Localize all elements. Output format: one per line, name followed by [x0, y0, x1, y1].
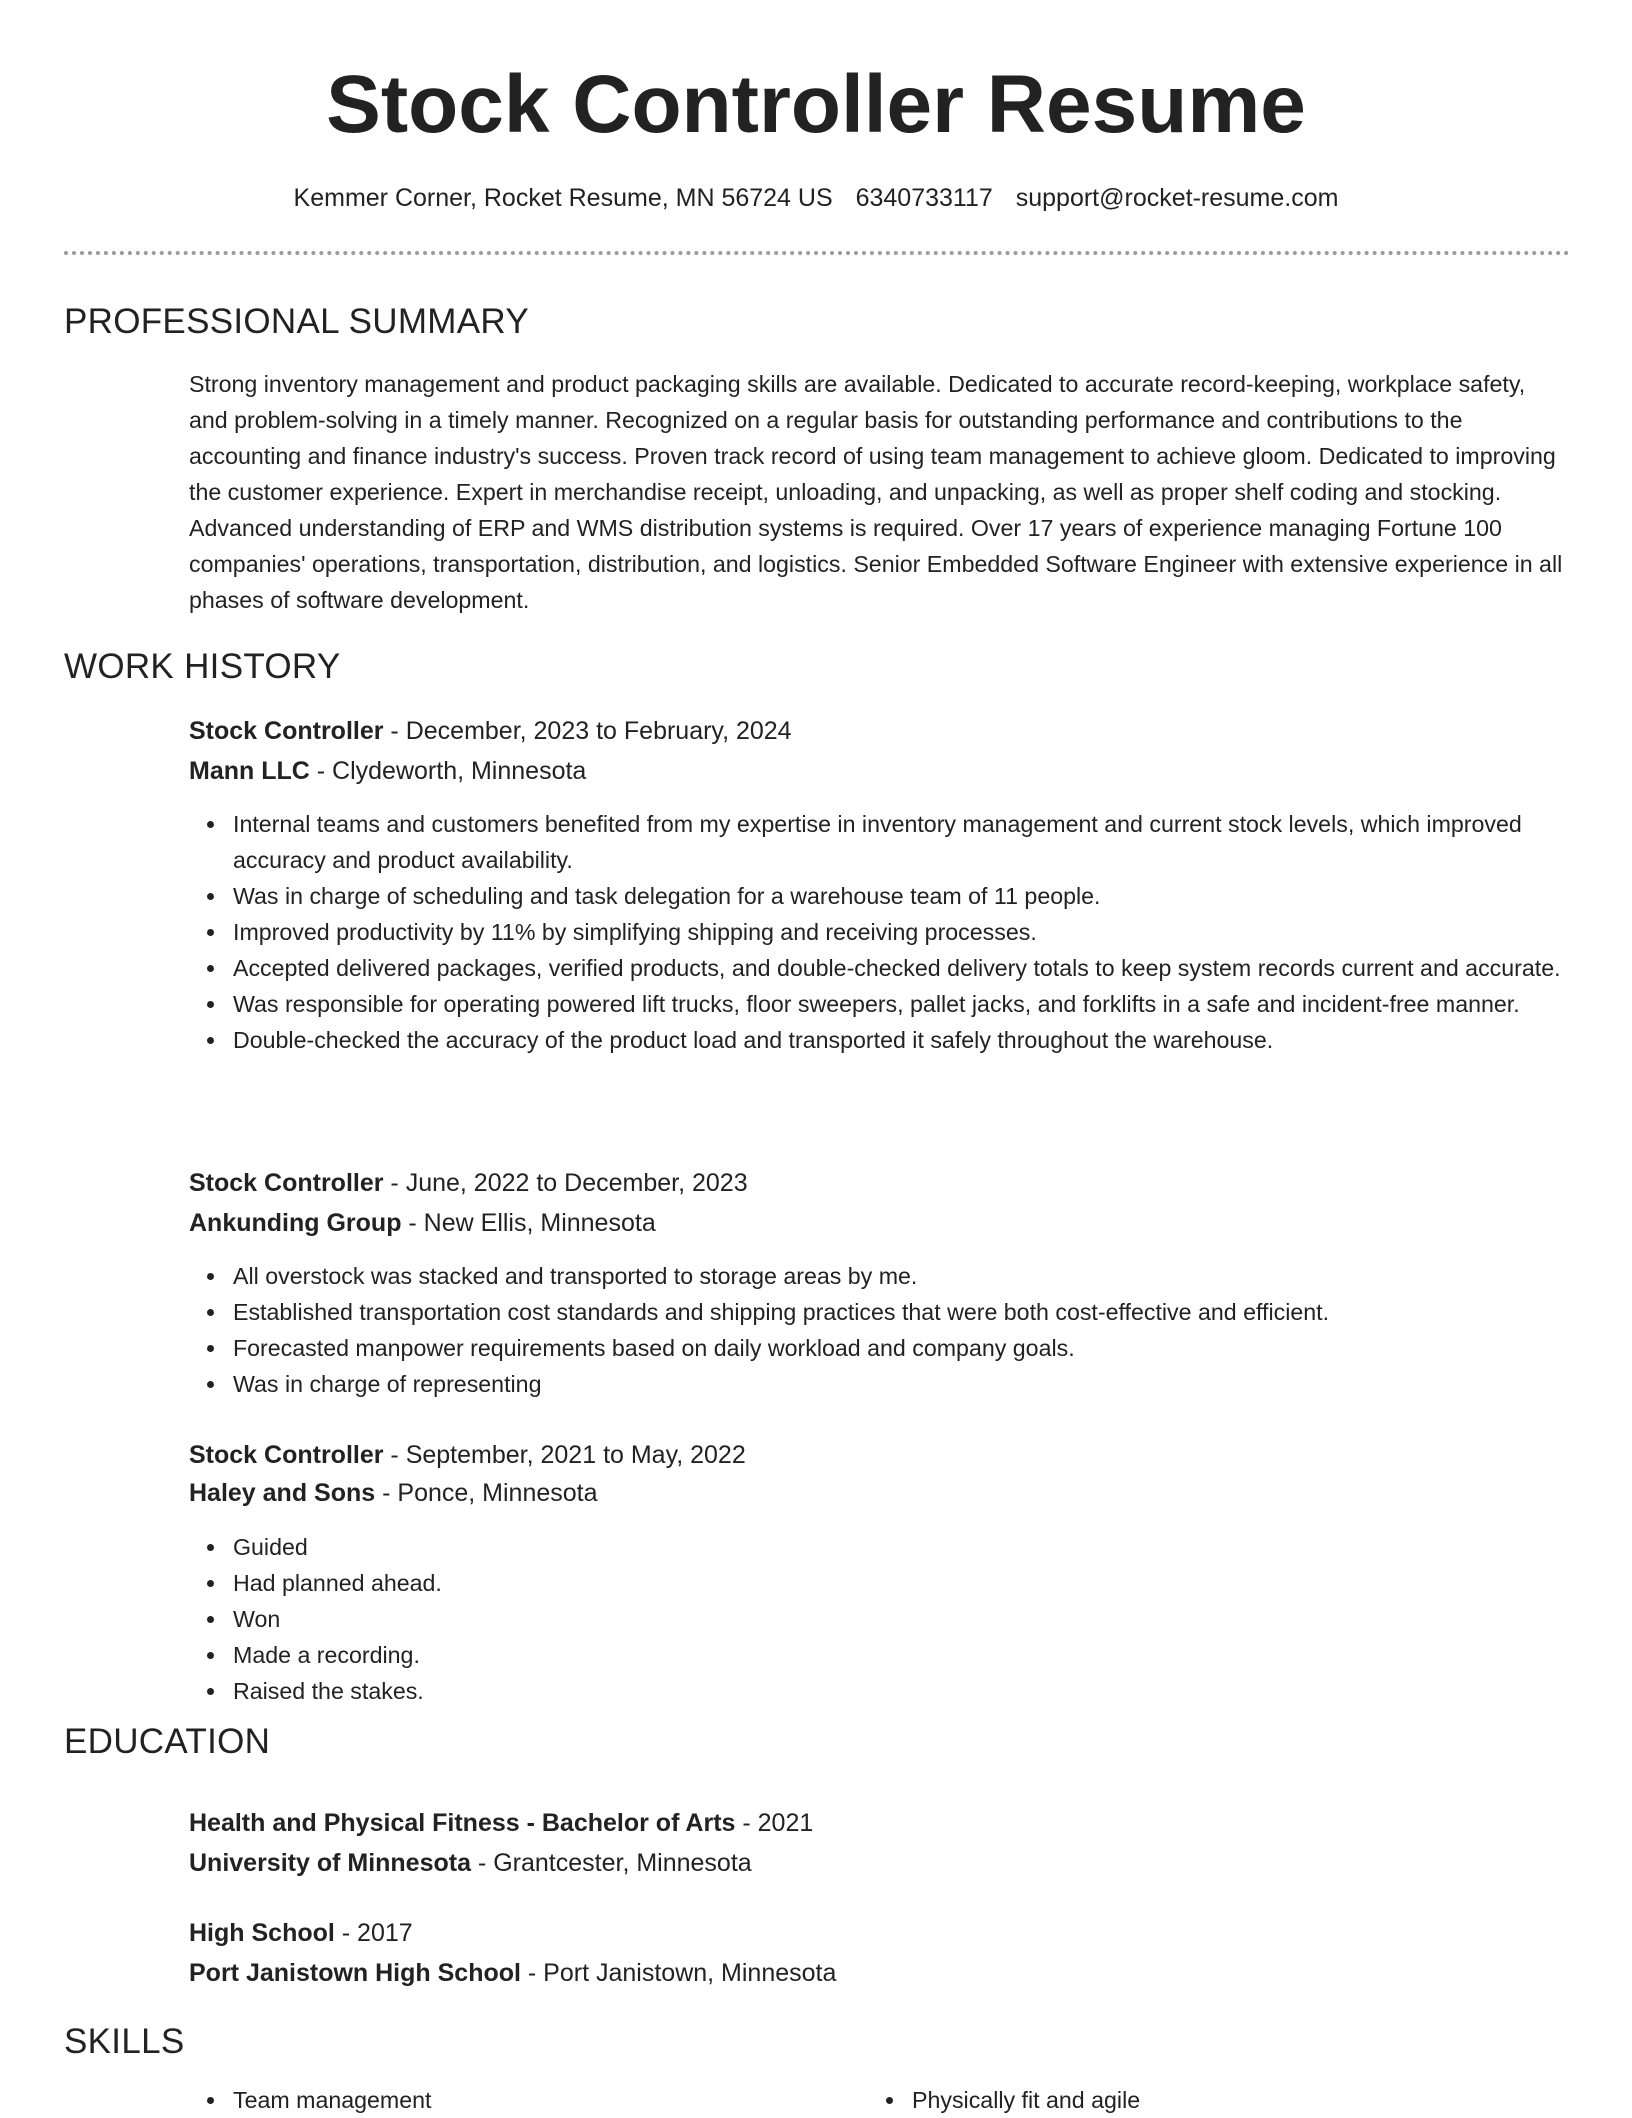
- education-2-location: - Port Janistown, Minnesota: [520, 1959, 837, 1987]
- job-2-title-line: [189, 1163, 748, 1203]
- job-1-role: Stock Controller: [189, 717, 384, 745]
- list-item: Won: [233, 1601, 1608, 1637]
- education-1-school-line: [189, 1843, 752, 1883]
- education-2-school-line: [189, 1953, 836, 1993]
- contact-email: support@rocket-resume.com: [1015, 184, 1339, 212]
- job-3-location: - Ponce, Minnesota: [375, 1479, 598, 1507]
- job-3-dates: - September, 2021 to May, 2022: [383, 1441, 746, 1469]
- section-title-work-history: WORK HISTORY: [64, 647, 341, 686]
- education-2-year: - 2017: [334, 1919, 413, 1947]
- list-item: Improved productivity by 11% by simplifying shipping and receiving processes.: [233, 914, 1608, 950]
- education-2-degree: High School: [189, 1919, 335, 1947]
- education-1-year: - 2021: [735, 1809, 814, 1837]
- contact-phone: 6340733117: [855, 184, 993, 212]
- job-2-company-line: [189, 1203, 656, 1243]
- education-1-school: University of Minnesota: [189, 1849, 471, 1877]
- job-3-title-line: [189, 1435, 746, 1475]
- job-1-title-line: [189, 711, 792, 751]
- contact-address: Kemmer Corner, Rocket Resume, MN 56724 US: [293, 184, 833, 212]
- job-3-bullets: [189, 1529, 1608, 1709]
- summary-text: Strong inventory management and product packaging skills are available. Dedicated to accurate record-keeping, workplace safety, and problem-solving in a timely manner. Recognized on a regular basis for outstanding performance and contributions to the accounting and finance industry's success. Proven track record of using team management to achieve gloom. Dedicated to improving the customer experience. Expert in merchandise receipt, unloading, and unpacking, as well as proper shelf coding and stocking. Advanced understanding of ERP and WMS distribution systems is required. Over 17 years of experience managing Fortune 100 companies' operations, transportation, distribution, and logistics. Senior Embedded Software Engineer with extensive experience in all phases of software development.: [189, 371, 1563, 613]
- job-1-bullets: [189, 806, 1608, 1058]
- section-title-skills: SKILLS: [64, 2022, 185, 2061]
- job-2-role: Stock Controller: [189, 1169, 384, 1197]
- job-3-company-line: [189, 1473, 598, 1513]
- list-item: Raised the stakes.: [233, 1673, 1608, 1709]
- list-item: All overstock was stacked and transported to storage areas by me.: [233, 1258, 1608, 1294]
- job-1-location: - Clydeworth, Minnesota: [309, 757, 587, 785]
- education-1-location: - Grantcester, Minnesota: [471, 1849, 752, 1877]
- job-2-company: Ankunding Group: [189, 1209, 402, 1237]
- job-3-company: Haley and Sons: [189, 1479, 376, 1507]
- list-item: Made a recording.: [233, 1637, 1608, 1673]
- skill-item: Physically fit and agile: [912, 2082, 1552, 2118]
- list-item: Had planned ahead.: [233, 1565, 1608, 1601]
- list-item: Forecasted manpower requirements based on daily workload and company goals.: [233, 1330, 1608, 1366]
- education-1-degree-line: [189, 1803, 813, 1843]
- job-1-company: Mann LLC: [189, 757, 310, 785]
- education-2-degree-line: [189, 1913, 413, 1953]
- job-1-company-line: [189, 751, 586, 791]
- list-item: Was in charge of scheduling and task delegation for a warehouse team of 11 people.: [233, 878, 1608, 914]
- job-2-bullets: [189, 1258, 1608, 1402]
- job-3-role: Stock Controller: [189, 1441, 384, 1469]
- list-item: Was in charge of representing: [233, 1366, 1608, 1402]
- resume-title: Stock Controller Resume: [326, 59, 1306, 150]
- skills-right-column: [868, 2082, 1552, 2118]
- section-title-education: EDUCATION: [64, 1722, 271, 1761]
- list-item: Established transportation cost standards and shipping practices that were both cost-effective and efficient.: [233, 1294, 1608, 1330]
- list-item: Double-checked the accuracy of the product load and transported it safely throughout the warehouse.: [233, 1022, 1608, 1058]
- contact-line: [0, 180, 1632, 216]
- job-1-dates: - December, 2023 to February, 2024: [383, 717, 792, 745]
- education-2-school: Port Janistown High School: [189, 1959, 521, 1987]
- section-title-summary: PROFESSIONAL SUMMARY: [64, 302, 529, 341]
- header-divider: [64, 251, 1570, 255]
- skills-left-column: [189, 2082, 873, 2118]
- list-item: Guided: [233, 1529, 1608, 1565]
- education-1-degree: Health and Physical Fitness - Bachelor of Arts: [189, 1809, 736, 1837]
- skill-item: Team management: [233, 2082, 873, 2118]
- job-2-dates: - June, 2022 to December, 2023: [383, 1169, 748, 1197]
- list-item: Was responsible for operating powered lift trucks, floor sweepers, pallet jacks, and forklifts in a safe and incident-free manner.: [233, 986, 1608, 1022]
- list-item: Internal teams and customers benefited from my expertise in inventory management and current stock levels, which improved accuracy and product availability.: [233, 806, 1608, 878]
- list-item: Accepted delivered packages, verified products, and double-checked delivery totals to keep system records current and accurate.: [233, 950, 1608, 986]
- job-2-location: - New Ellis, Minnesota: [401, 1209, 656, 1237]
